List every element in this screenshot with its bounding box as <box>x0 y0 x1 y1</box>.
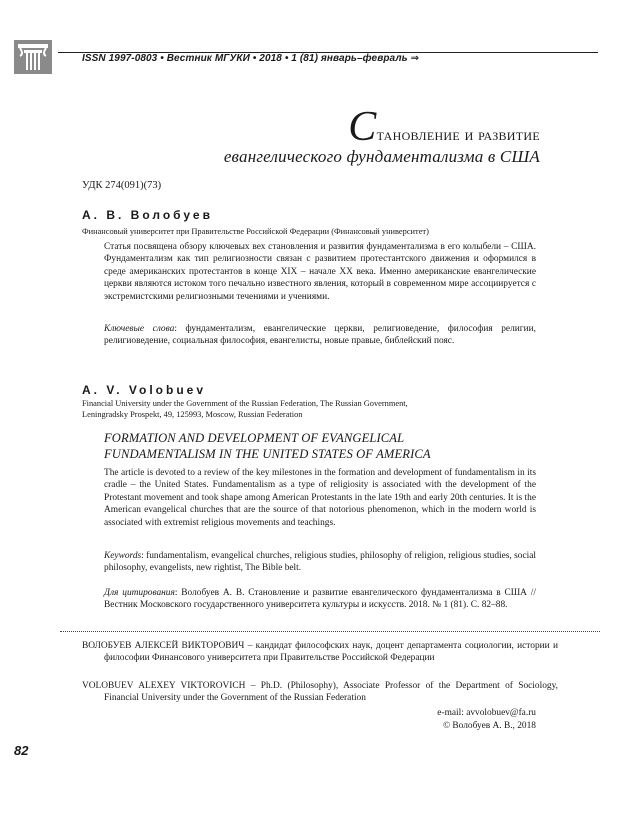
affiliation-en <box>82 398 408 420</box>
abstract-ru: Статья посвящена обзору ключевых вех становления и развития фундаментализма в его колыбели – США. Фундаментализм как тип религиозности связан с развитием протестантского движения и оформился в среде американских протестантов в конце XIX – начале XX века. Именно американские евангелические церкви являются истоком того печально известного явления, который в современном мире ассоциируется с экстремистскими религиозными течениями и учениями. <box>104 242 536 302</box>
affiliation-en-line-1: Financial University under the Government of the Russian Federation, The Russian Government, <box>82 399 408 408</box>
title-initial: С <box>348 104 377 150</box>
page-number: 82 <box>14 743 29 758</box>
title-line-1-text: тановление и развитие <box>376 125 540 144</box>
title-en-line-1: FORMATION AND DEVELOPMENT OF EVANGELICAL <box>104 431 405 445</box>
citation-label: Для цитирования <box>104 588 175 598</box>
article-title-en <box>104 430 536 462</box>
keywords-ru-text: : фундаментализм, евангелические церкви, религиоведение, философия религии, религиоведение, социальная философия, евангелисты, новые правые, библейский пояс. <box>104 324 536 347</box>
keywords-ru <box>104 323 536 348</box>
column-capital-icon <box>14 40 52 74</box>
author-ru: А. В. Волобуев <box>82 208 213 222</box>
citation <box>104 587 536 612</box>
keywords-ru-label: Ключевые слова <box>104 324 175 334</box>
title-line-2: евангелического фундаментализма в США <box>223 147 540 166</box>
citation-text: : Волобуев А. В. Становление и развитие евангелического фундаментализма в США // Вестник Московского государственного университета культуры и искусств. 2018. № 1 (81). С. 82–88. <box>104 588 537 611</box>
journal-header: ISSN 1997-0803 • Вестник МГУКИ • 2018 • 1 (81) январь–февраль ⇒ <box>82 53 420 64</box>
article-title-ru <box>110 104 540 168</box>
author-email[interactable]: e-mail: avvolobuev@fa.ru <box>437 708 536 718</box>
affiliation-en-line-2: Leningradsky Prospekt, 49, 125993, Moscow, Russian Federation <box>82 410 303 419</box>
udk-code: УДК 274(091)(73) <box>82 180 162 191</box>
title-en-line-2: FUNDAMENTALISM IN THE UNITED STATES OF AMERICA <box>104 447 431 461</box>
author-bio-en: VOLOBUEV ALEXEY VIKTOROVICH – Ph.D. (Philosophy), Associate Professor of the Department of Sociology, Financial University under the Government of the Russian Federation <box>82 681 558 704</box>
author-bio-ru: ВОЛОБУЕВ АЛЕКСЕЙ ВИКТОРОВИЧ – кандидат философских наук, доцент департамента социологии, истории и философии Финансового университета при Правительстве Российской Федерации <box>82 641 558 664</box>
affiliation-ru: Финансовый университет при Правительстве Российской Федерации (Финансовый университет) <box>82 227 429 236</box>
dotted-divider <box>60 631 600 632</box>
title-line-1 <box>110 104 540 150</box>
author-en: A. V. Volobuev <box>82 383 207 397</box>
abstract-en: The article is devoted to a review of the key milestones in the formation and development of fundamentalism in its cradle – the United States. Fundamentalism as a type of religiosity is associated with the development of the Protestant movement and took shape among American Protestants in the late 19th and early 20th centuries. It is the American evangelical churches that are the source of that notorious phenomenon, which in the modern world is associated with extremist religious movements and teachings. <box>104 468 536 528</box>
copyright: © Волобуев А. В., 2018 <box>442 721 536 731</box>
keywords-en <box>104 550 536 575</box>
keywords-en-label: Keywords <box>104 551 142 561</box>
keywords-en-text: : fundamentalism, evangelical churches, religious studies, philosophy of religion, religious studies, social philosophy, evangelists, new rightist, The Bible belt. <box>104 551 536 574</box>
